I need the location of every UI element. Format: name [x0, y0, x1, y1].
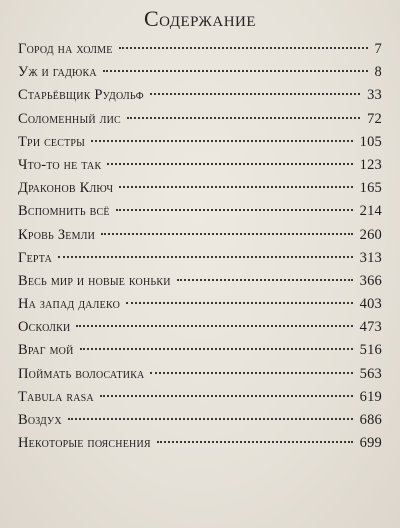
dot-leader: [76, 325, 352, 327]
dot-leader: [157, 441, 353, 443]
dot-leader: [68, 418, 353, 420]
toc-entry-page: 313: [359, 249, 382, 266]
toc-entry-title: Город на холме: [18, 41, 113, 57]
toc-entry-title: Что-то не так: [18, 156, 102, 173]
toc-entry-title: Враг мой: [18, 342, 74, 359]
toc-entry-title: Три сестры: [18, 133, 86, 150]
toc-entry: [18, 227, 382, 250]
toc-entry-page: 7: [374, 41, 382, 57]
toc-entry: [18, 296, 382, 319]
toc-entry: [18, 412, 382, 435]
toc-entry: [18, 64, 382, 87]
dot-leader: [107, 163, 352, 165]
toc-entry: [18, 41, 382, 64]
toc-entry-page: 33: [367, 87, 382, 104]
toc-entry-page: 563: [359, 365, 382, 382]
toc-entry-page: 105: [359, 133, 382, 150]
dot-leader: [150, 93, 360, 95]
toc-entry: [18, 319, 382, 342]
toc-entry-title: Весь мир и новые коньки: [18, 272, 171, 289]
toc-entry-page: 72: [367, 110, 382, 127]
toc-entry: [18, 180, 382, 203]
toc-entry-page: 473: [359, 319, 382, 336]
dot-leader: [101, 233, 353, 235]
toc-entry: [18, 111, 382, 134]
toc-entry-title: Tabula rasa: [18, 388, 94, 405]
toc-entry-title: Кровь Земли: [18, 226, 96, 243]
toc-entry: [18, 435, 382, 458]
toc-entry-page: 123: [359, 156, 382, 173]
toc-entry-page: 366: [359, 272, 382, 289]
toc-entry: [18, 342, 382, 365]
dot-leader: [119, 186, 352, 188]
toc-entry: [18, 366, 382, 389]
dot-leader: [103, 70, 368, 72]
toc-entry-title: Вспомнить всё: [18, 203, 110, 220]
dot-leader: [100, 395, 353, 397]
dot-leader: [177, 279, 353, 281]
toc-entry-title: Осколки: [18, 319, 71, 336]
toc-entry-title: Поймать волосатика: [18, 365, 145, 382]
dot-leader: [116, 209, 353, 211]
toc-entry-title: Воздух: [18, 412, 62, 428]
toc-entry-page: 516: [359, 342, 382, 359]
dot-leader: [126, 302, 353, 304]
toc-entry-page: 619: [359, 388, 382, 405]
toc-entry-page: 165: [359, 180, 382, 197]
toc-entry: [18, 273, 382, 296]
toc-entry-title: Соломенный лис: [18, 110, 121, 127]
toc-entry-title: Старьёвщик Рудольф: [18, 87, 144, 104]
dot-leader: [80, 348, 353, 350]
toc-entry-page: 686: [359, 412, 382, 428]
toc-entry: [18, 203, 382, 226]
table-of-contents: [18, 41, 382, 458]
toc-entry-page: 214: [359, 203, 382, 220]
toc-entry-title: На запад далеко: [18, 296, 121, 313]
toc-entry: [18, 250, 382, 273]
toc-entry: [18, 389, 382, 412]
toc-entry-page: 260: [359, 226, 382, 243]
toc-entry: [18, 157, 382, 180]
toc-entry-page: 8: [374, 64, 382, 81]
toc-entry-title: Герта: [18, 249, 53, 266]
toc-entry: [18, 87, 382, 110]
toc-entry-page: 699: [359, 435, 382, 452]
toc-entry-title: Уж и гадюка: [18, 64, 97, 81]
toc-entry-page: 403: [359, 296, 382, 313]
dot-leader: [91, 140, 353, 142]
toc-entry: [18, 134, 382, 157]
dot-leader: [127, 117, 360, 119]
page-title: Содержание: [143, 6, 257, 31]
dot-leader: [119, 47, 368, 49]
toc-entry-title: Некоторые пояснения: [18, 435, 151, 452]
dot-leader: [58, 256, 353, 258]
dot-leader: [150, 372, 352, 374]
toc-entry-title: Драконов Ключ: [18, 180, 114, 197]
